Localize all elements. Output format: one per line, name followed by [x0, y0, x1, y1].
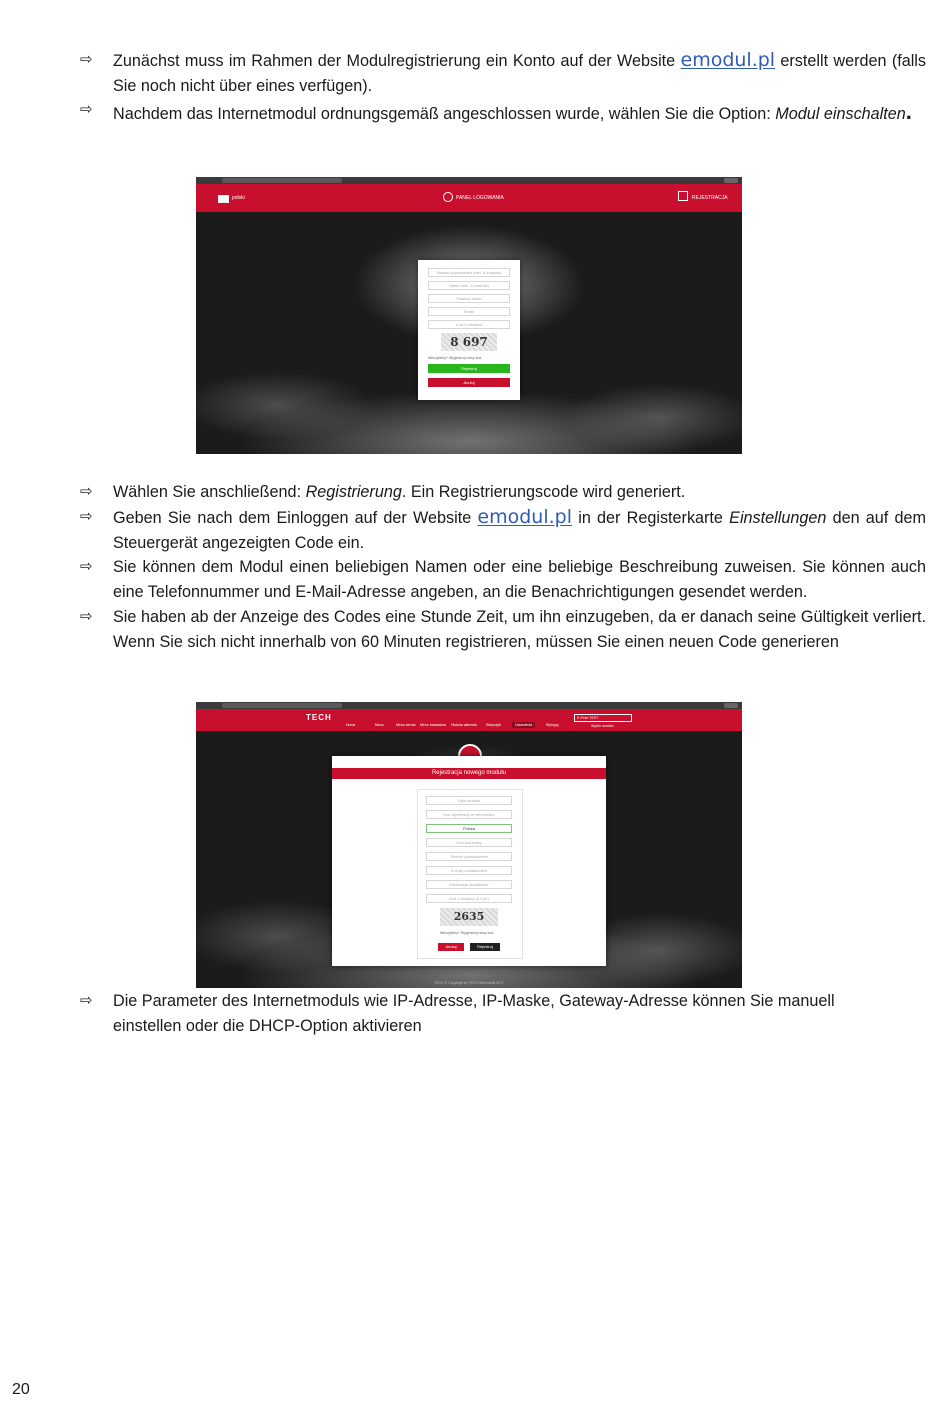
app-footer: TECH © Copyright by TECH Sterowniki 2017: [433, 981, 504, 985]
cancel-button[interactable]: Anuluj: [428, 378, 510, 387]
bullet-text-pre: Nachdem das Internetmodul ordnungsgemäß angeschlossen wurde, wählen Sie die Option:: [113, 105, 776, 123]
additional-info-field[interactable]: Informacje dodatkowe: [426, 880, 512, 889]
browser-menu-icon: [724, 178, 738, 183]
arrow-icon: ⇨: [80, 558, 93, 575]
nav-statistics[interactable]: Statystyki: [486, 723, 501, 727]
captcha-refresh-link[interactable]: Nieczytelny? Wygeneruj nowy kod: [440, 931, 494, 935]
bullet-item: [80, 48, 926, 99]
address-bar: [222, 178, 342, 183]
dialog-title: Rejestracja nowego modułu: [332, 768, 606, 779]
emodul-link[interactable]: emodul.pl: [477, 506, 573, 528]
bullet-text: Die Parameter des Internetmoduls wie IP-Adresse, IP-Maske, Gateway-Adresse können Sie manuell einstellen oder die DHCP-Option aktivieren: [113, 992, 835, 1035]
captcha-image: 8 697: [441, 333, 497, 351]
bullet-item: [80, 989, 926, 1039]
registration-screenshot: [196, 177, 742, 454]
bullet-text: [113, 480, 926, 505]
bullet-text: [113, 98, 926, 128]
bullet-item: [80, 605, 926, 655]
bullet-item: [80, 480, 926, 505]
bullet-text-pre: Wählen Sie anschließend:: [113, 483, 306, 501]
email-field[interactable]: Email: [428, 307, 510, 316]
nav-service-menu[interactable]: Menu serwis: [396, 723, 416, 727]
tab-name: Einstellungen: [729, 509, 827, 527]
bullet-text-pre: Zunächst muss im Rahmen der Modulregistrierung ein Konto auf der Website: [113, 52, 681, 70]
panel-title: PANEL LOGOWANIA: [456, 195, 504, 201]
page-number: 20: [12, 1381, 30, 1398]
option-name: Modul einschalten: [775, 105, 906, 123]
bullet-text: [113, 48, 926, 99]
arrow-icon: ⇨: [80, 992, 93, 1009]
emodul-link[interactable]: emodul.pl: [680, 49, 776, 71]
arrow-icon: ⇨: [80, 101, 93, 118]
edit-icon: [678, 191, 688, 201]
registration-dialog: [332, 756, 606, 966]
registration-form: [418, 260, 520, 400]
arrow-icon: ⇨: [80, 483, 93, 500]
bullet-text: [113, 505, 926, 556]
nav-logout[interactable]: Wyloguj: [546, 723, 559, 727]
module-description-field[interactable]: Opis modułu: [426, 796, 512, 805]
notification-email-field[interactable]: E-mail powiadomień: [426, 866, 512, 875]
module-select[interactable]: E-Pelet TEST: [574, 714, 632, 722]
postal-code-field[interactable]: Kod pocztowy: [426, 838, 512, 847]
bullet-item: [80, 98, 926, 128]
captcha-image: 2635: [440, 908, 498, 926]
nav-installer-menu[interactable]: Menu instalatora: [420, 723, 446, 727]
arrow-icon: ⇨: [80, 608, 93, 625]
app-navbar: [196, 709, 742, 731]
dialog-form: [417, 789, 523, 959]
bullet-text-post: . Ein Registrierungscode wird generiert.: [401, 483, 686, 501]
captcha-refresh-link[interactable]: Nieczytelny? Wygeneruj nowy kod: [428, 356, 482, 360]
browser-menu-icon: [724, 703, 738, 708]
user-icon: [443, 192, 453, 202]
bullet-text-post: .: [905, 99, 912, 124]
language-select[interactable]: polski: [232, 195, 245, 201]
nav-menu[interactable]: Menu: [375, 723, 384, 727]
register-button[interactable]: Rejestruj: [470, 943, 500, 951]
browser-chrome: [196, 177, 742, 184]
register-link[interactable]: REJESTRACJA: [692, 195, 728, 201]
address-bar: [222, 703, 342, 708]
nav-home[interactable]: Home: [346, 723, 356, 727]
captcha-field[interactable]: Kod z obrazka (5 Cyfr): [426, 894, 512, 903]
bullet-text: Sie können dem Modul einen beliebigen Namen oder eine beliebige Beschreibung zuweisen. Sie können auch eine Telefonnummer und E-Mail-Adresse angeben, an die Benachrichtigungen gesendet werden.: [113, 558, 926, 601]
username-field[interactable]: Nazwa użytkownika (min. 6 znaków): [428, 268, 510, 277]
nav-settings[interactable]: Ustawienia: [512, 722, 535, 728]
nav-alarm-history[interactable]: Historia alarmów: [451, 723, 478, 727]
arrow-icon: ⇨: [80, 51, 93, 68]
captcha-field[interactable]: Kod z obrazka: [428, 320, 510, 329]
bullet-text-mid: in der Registerkarte: [572, 509, 730, 527]
module-select-label: Wybór modułu: [591, 724, 614, 728]
country-select[interactable]: Polska: [426, 824, 512, 833]
register-button[interactable]: Rejestruj: [428, 364, 510, 373]
bullet-text: Sie haben ab der Anzeige des Codes eine Stunde Zeit, um ihn einzugeben, da er danach seine Gültigkeit verliert. Wenn Sie sich nicht innerhalb von 60 Minuten registrieren, müssen Sie einen neuen Code generieren: [113, 608, 926, 651]
bullet-text-post: erstellt werden (falls Sie noch nicht über eines verfügen).: [113, 52, 926, 95]
bullet-text-post: den auf dem Steuergerät angezeigten Code ein.: [113, 509, 927, 552]
cancel-button[interactable]: Anuluj: [438, 943, 464, 951]
module-registration-screenshot: [196, 702, 742, 988]
browser-chrome: [196, 702, 742, 709]
notification-phone-field[interactable]: Telefon powiadomień: [426, 852, 512, 861]
option-name: Registrierung: [305, 483, 402, 501]
registration-code-field[interactable]: Kod rejestracji ze sterownika: [426, 810, 512, 819]
repeat-password-field[interactable]: Powtórz hasło: [428, 294, 510, 303]
flag-icon: [218, 195, 229, 203]
arrow-icon: ⇨: [80, 508, 93, 525]
bullet-item: [80, 555, 926, 605]
app-header: [196, 184, 742, 212]
password-field[interactable]: Hasło (min. 6 znaków): [428, 281, 510, 290]
bullet-item: [80, 505, 926, 556]
tech-logo: TECH: [306, 713, 332, 722]
bullet-text-pre: Geben Sie nach dem Einloggen auf der Website: [113, 509, 478, 527]
